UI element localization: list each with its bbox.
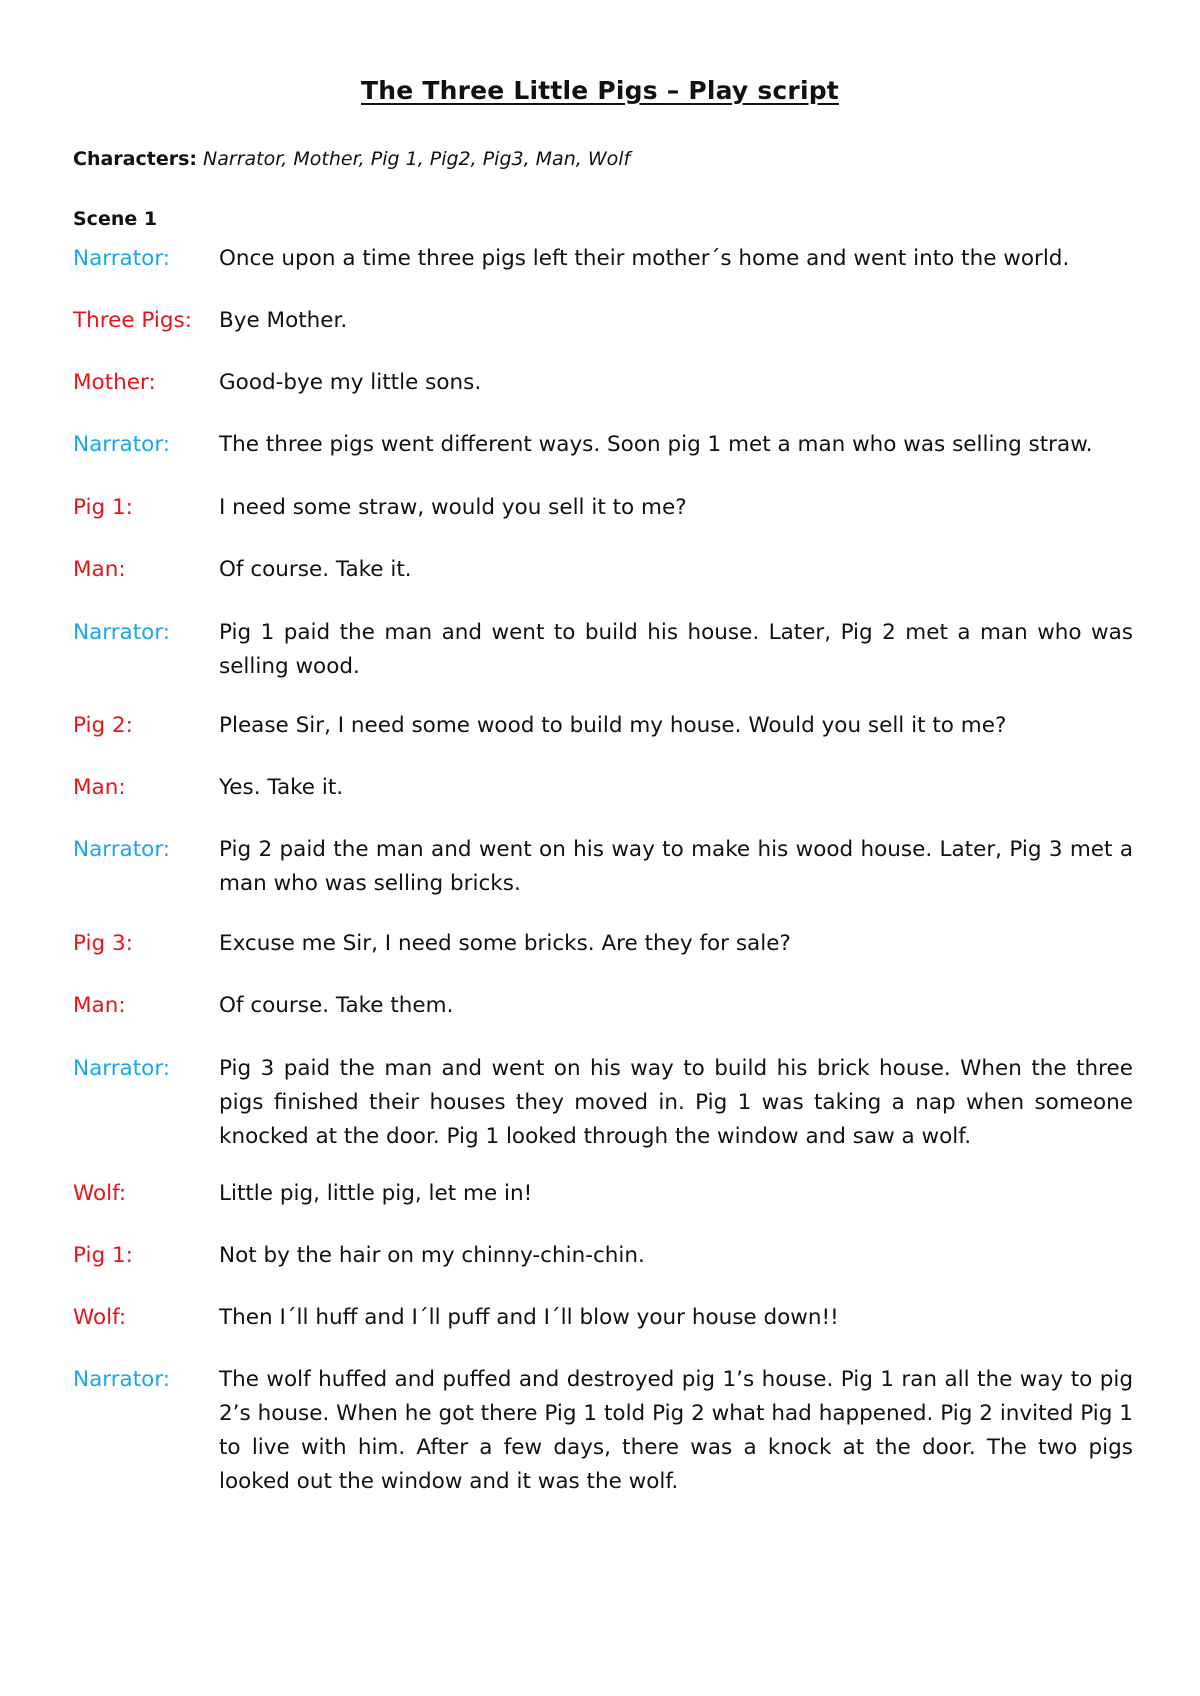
- characters-list: Narrator, Mother, Pig 1, Pig2, Pig3, Man, Wolf: [203, 148, 631, 170]
- speaker-label: Wolf:: [73, 1305, 127, 1330]
- characters-label: Characters:: [73, 148, 197, 170]
- speaker-label: Man:: [73, 775, 126, 800]
- speech-text: Pig 1 paid the man and went to build his house. Later, Pig 2 met a man who was selling wood.: [219, 620, 1133, 679]
- scene-heading: Scene 1: [73, 208, 158, 230]
- document-title: The Three Little Pigs – Play script: [361, 76, 839, 105]
- speaker-label: Three Pigs:: [73, 308, 192, 333]
- speech-text: Bye Mother.: [219, 308, 348, 333]
- speaker-label: Man:: [73, 557, 126, 582]
- characters-line: [73, 148, 630, 170]
- speaker-label: Pig 3:: [73, 931, 133, 956]
- speech-text: I need some straw, would you sell it to me?: [219, 495, 687, 520]
- speech-text: Yes. Take it.: [219, 775, 344, 800]
- speech-text: Excuse me Sir, I need some bricks. Are they for sale?: [219, 931, 791, 956]
- speaker-label: Narrator:: [73, 246, 171, 271]
- speaker-label: Mother:: [73, 370, 156, 395]
- speech-text: Little pig, little pig, let me in!: [219, 1181, 533, 1206]
- speech-text: The wolf huffed and puffed and destroyed pig 1’s house. Pig 1 ran all the way to pig 2’s house. When he got there Pig 1 told Pig 2 what had happened. Pig 2 invited Pig 1 to live with him. After a few days, there was a knock at the door. The two pigs looked out the window and it was the wolf.: [219, 1367, 1133, 1494]
- speaker-label: Narrator:: [73, 620, 171, 645]
- speech-text: Then I´ll huff and I´ll puff and I´ll blow your house down!!: [219, 1305, 839, 1330]
- speech-text: Pig 2 paid the man and went on his way to make his wood house. Later, Pig 3 met a man who was selling bricks.: [219, 837, 1133, 896]
- speaker-label: Narrator:: [73, 1367, 171, 1392]
- speech-text: Once upon a time three pigs left their mother´s home and went into the world.: [219, 246, 1070, 271]
- speaker-label: Pig 1:: [73, 1243, 133, 1268]
- speaker-label: Man:: [73, 993, 126, 1018]
- speaker-label: Pig 2:: [73, 713, 133, 738]
- speech-text: Pig 3 paid the man and went on his way to build his brick house. When the three pigs finished their houses they moved in. Pig 1 was taking a nap when someone knocked at the door. Pig 1 looked through the window and saw a wolf.: [219, 1056, 1133, 1149]
- speech-text: Of course. Take them.: [219, 993, 454, 1018]
- speech-text: The three pigs went different ways. Soon pig 1 met a man who was selling straw.: [219, 432, 1093, 457]
- speaker-label: Wolf:: [73, 1181, 127, 1206]
- speech-text: Please Sir, I need some wood to build my house. Would you sell it to me?: [219, 713, 1007, 738]
- speaker-label: Narrator:: [73, 837, 171, 862]
- speech-text: Not by the hair on my chinny-chin-chin.: [219, 1243, 645, 1268]
- speech-text: Good-bye my little sons.: [219, 370, 482, 395]
- speaker-label: Pig 1:: [73, 495, 133, 520]
- speaker-label: Narrator:: [73, 432, 171, 457]
- speaker-label: Narrator:: [73, 1056, 171, 1081]
- speech-text: Of course. Take it.: [219, 557, 412, 582]
